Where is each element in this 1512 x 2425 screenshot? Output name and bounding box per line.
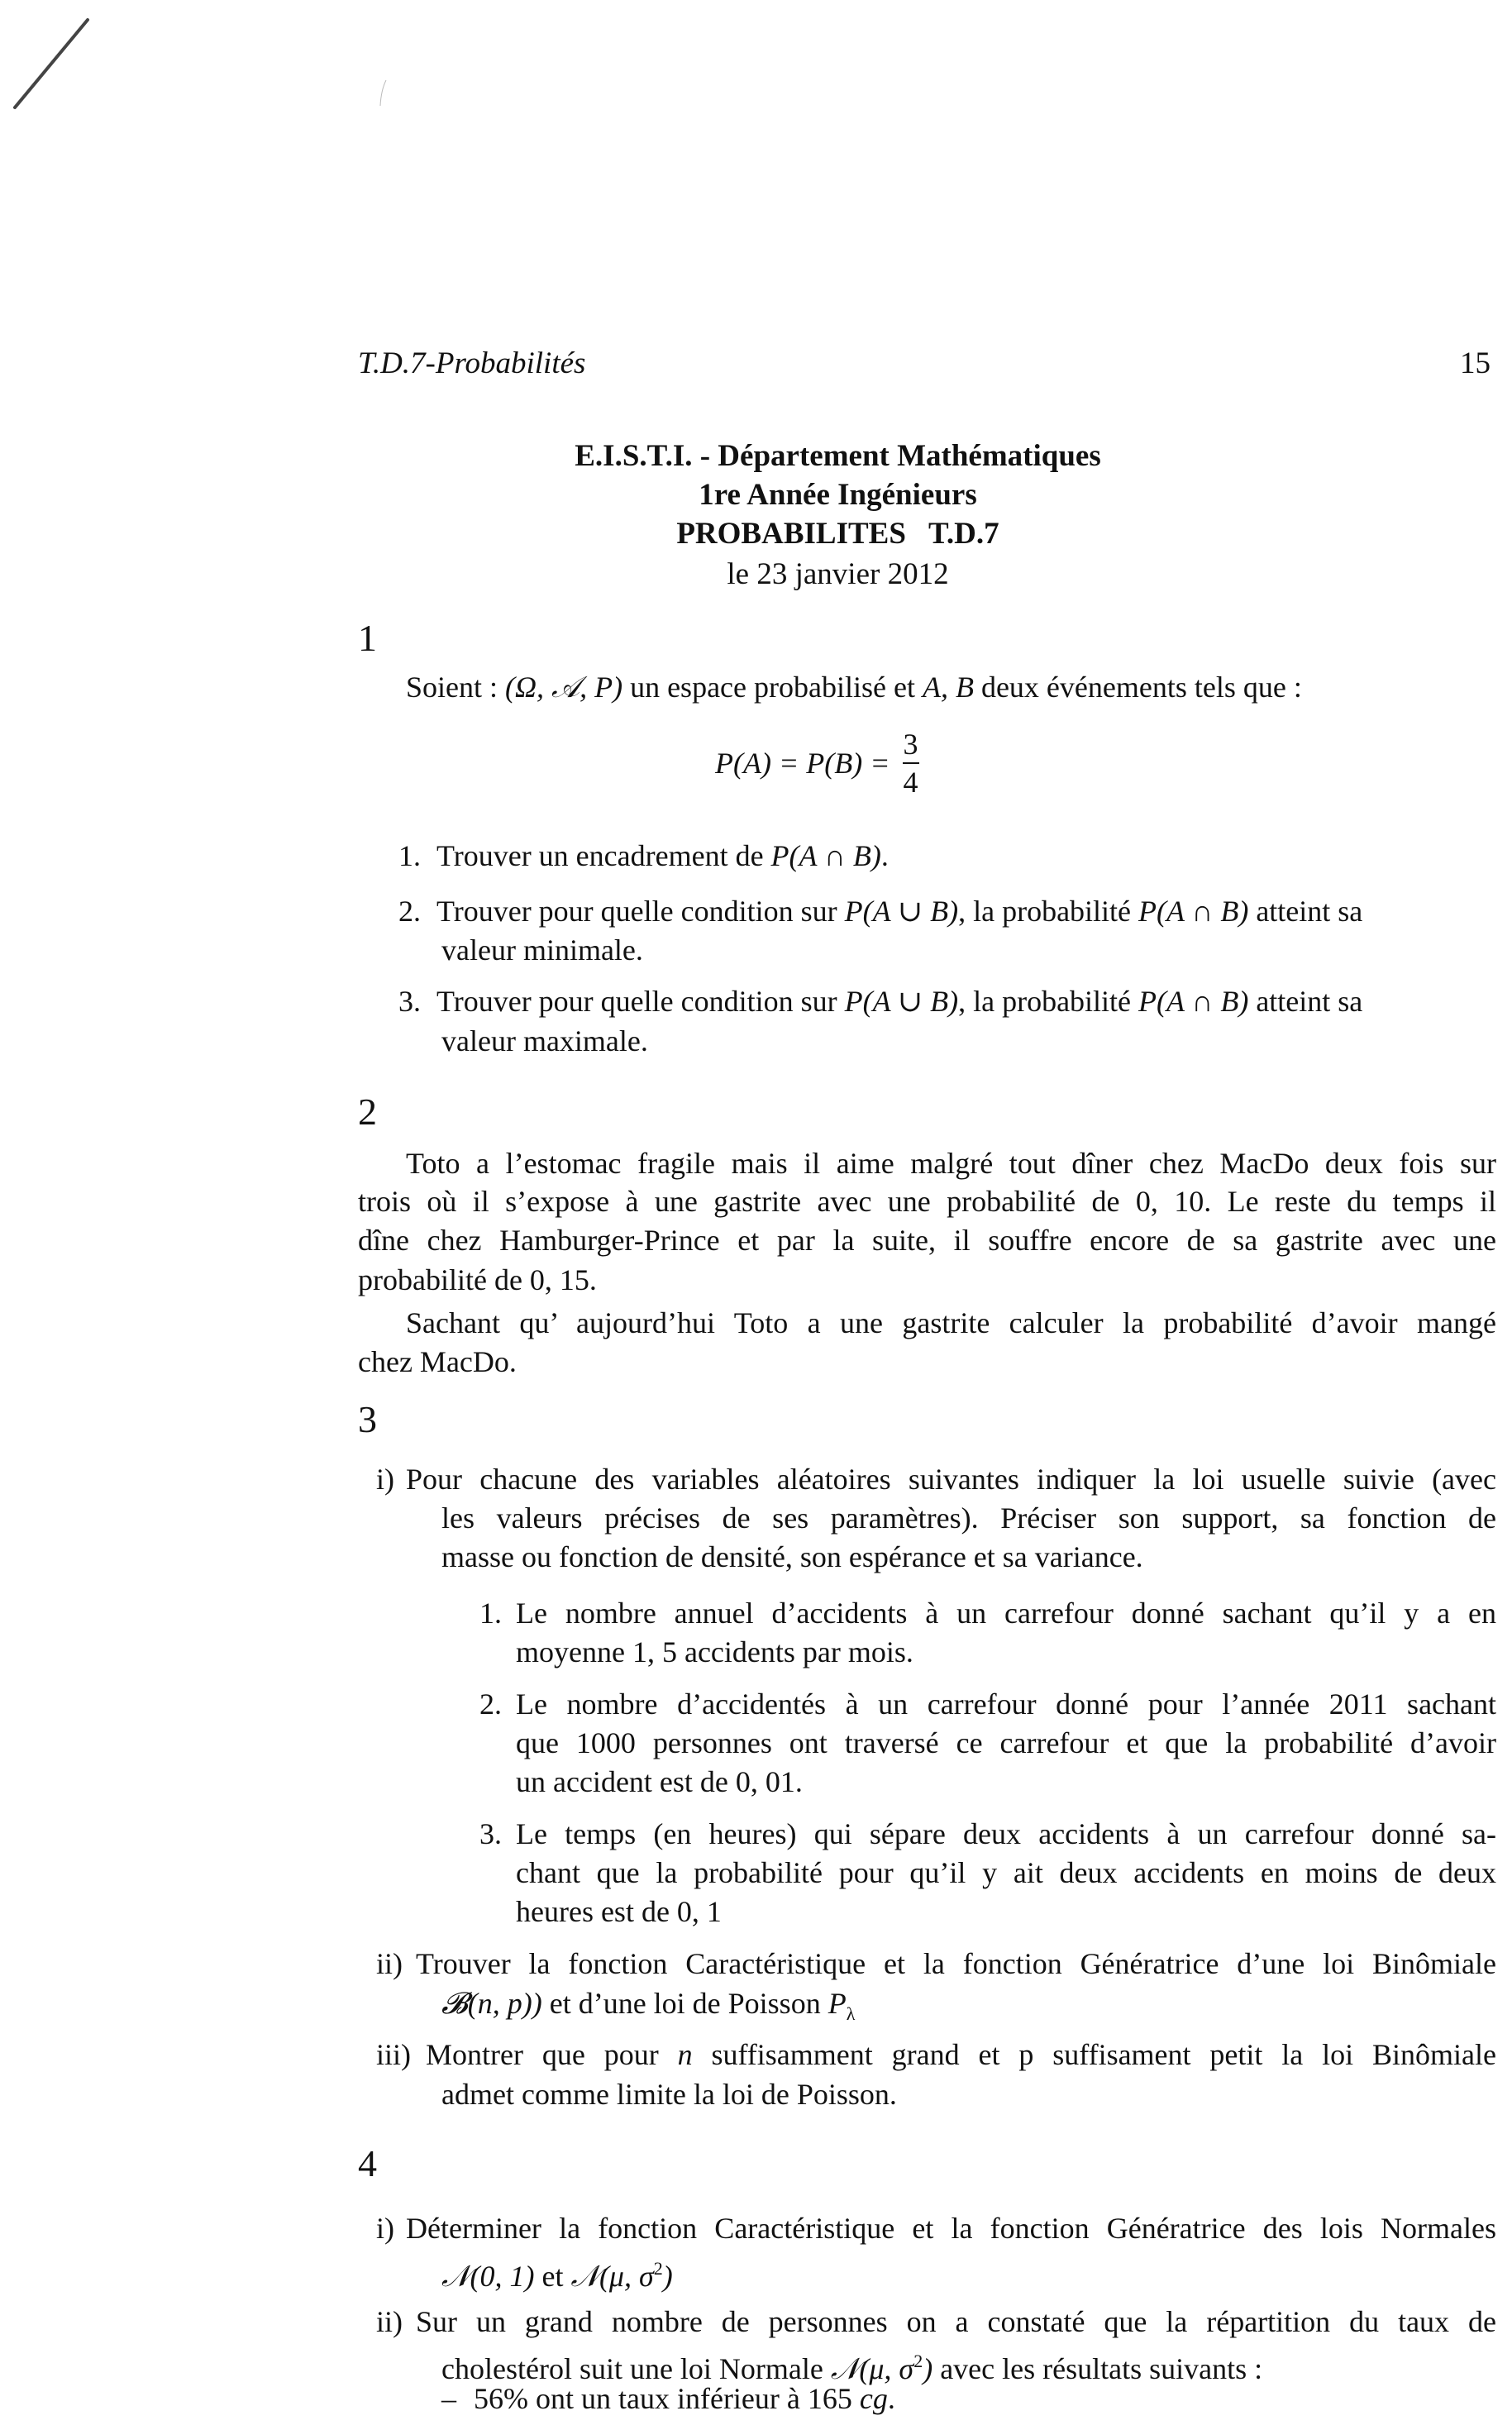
normal-standard-notation: 𝒩(0, 1) (441, 2260, 535, 2293)
part-label-ii: ii) (376, 1947, 403, 1980)
year-title: 1re Année Ingénieurs (699, 478, 977, 512)
paren: ) (923, 2352, 933, 2385)
item-text: Trouver pour quelle condition sur (436, 895, 845, 928)
intro-text: Soient : (406, 671, 506, 704)
exercise-3-item-3-line: chant que la probabilité pour qu’il y ait deux accidents en moins de deux (516, 1856, 1496, 1889)
exercise-number-2: 2 (358, 1091, 377, 1133)
item-text: , la probabilité (958, 985, 1139, 1018)
exercise-3-part-iii-line2: admet comme limite la loi de Poisson. (441, 2078, 897, 2111)
exercise-2-question-cont: chez MacDo. (358, 1345, 517, 1378)
intro-text: deux événements tels que : (973, 671, 1302, 704)
math-n: n (677, 2038, 693, 2071)
superscript: 2 (653, 2258, 663, 2279)
text: cholestérol suit une loi Normale (441, 2352, 831, 2385)
fraction-bar (903, 762, 919, 764)
normal-notation: 𝒩(μ, σ (830, 2352, 914, 2385)
exercise-3-item-1-line: moyenne 1, 5 accidents par mois. (516, 1635, 913, 1668)
faint-pencil-mark (379, 79, 387, 107)
math-expression: P(A ∪ B) (844, 985, 959, 1018)
probability-space: (Ω, 𝒜, P) (505, 671, 623, 704)
date-line: le 23 janvier 2012 (727, 557, 949, 591)
exercise-3-item-2-line: Le nombre d’accidentés à un carrefour donné pour l’année 2011 sachant (516, 1687, 1496, 1721)
item-number: 2. (479, 1687, 502, 1721)
exercise-3-part-i-line: Pour chacune des variables aléatoires suivantes indiquer la loi usuelle suivie (avec (406, 1463, 1496, 1496)
dash-bullet: – (441, 2382, 456, 2415)
item-number: 3. (398, 985, 421, 1018)
exercise-number-1: 1 (358, 617, 377, 659)
exercise-3-item-3-line: Le temps (en heures) qui sépare deux accidents à un carrefour donné sa- (516, 1817, 1496, 1850)
exercise-3-part-i-line: masse ou fonction de densité, son espérance et sa variance. (441, 1540, 1143, 1573)
unit: cg (859, 2382, 888, 2415)
item-number: 3. (479, 1817, 502, 1850)
pen-stroke-mark (8, 15, 91, 114)
text: suffisamment grand et p suffisament petit la loi Binômiale (692, 2038, 1496, 2071)
text: 56% ont un taux inférieur à 165 (474, 2382, 860, 2415)
title-block (0, 438, 1512, 604)
item-text: Trouver pour quelle condition sur (436, 985, 845, 1018)
math-expression: P(A ∪ B) (844, 895, 959, 928)
part-label-i: i) (376, 1463, 394, 1496)
fraction-numerator: 3 (903, 728, 918, 761)
page-number: 15 (1460, 346, 1491, 380)
exercise-2-line: dîne chez Hamburger-Prince et par la suite, il souffre encore de sa gastrite avec une (358, 1224, 1496, 1257)
exercise-2-line: trois où il s’expose à une gastrite avec une probabilité de 0, 10. Le reste du temps il (358, 1185, 1496, 1218)
exercise-3-item-3-line: heures est de 0, 1 (516, 1895, 722, 1928)
exercise-3-part-ii-line: Trouver la fonction Caractéristique et la fonction Génératrice d’une loi Binômiale (416, 1947, 1496, 1980)
normal-notation: 𝒩(μ, σ (570, 2260, 654, 2293)
superscript: 2 (913, 2351, 923, 2371)
exercise-2-line: Toto a l’estomac fragile mais il aime malgré tout dîner chez MacDo deux fois sur (406, 1147, 1496, 1180)
exercise-2-question: Sachant qu’ aujourd’hui Toto a une gastrite calculer la probabilité d’avoir mangé (406, 1306, 1496, 1339)
running-title: T.D.7-Probabilités (358, 346, 586, 380)
item-number: 1. (398, 839, 421, 872)
fraction (903, 728, 919, 799)
part-label-iii: iii) (376, 2038, 411, 2071)
exercise-1-item-2 (398, 892, 1496, 931)
text: avec les résultats suivants : (932, 2352, 1263, 2385)
paren: ) (662, 2260, 673, 2293)
exercise-number-4: 4 (358, 2142, 377, 2184)
poisson-notation: P (828, 1987, 847, 2020)
fraction-denominator: 4 (903, 766, 918, 799)
course-title: PROBABILITES T.D.7 (676, 517, 999, 551)
exercise-3-item-2-line: un accident est de 0, 01. (516, 1765, 803, 1798)
exercise-1-item-3 (398, 982, 1496, 1021)
text: Montrer que pour (426, 2038, 678, 2071)
item-text: Trouver un encadrement de (436, 839, 771, 872)
exercise-4-part-i-line2 (441, 2249, 673, 2296)
exercise-4-part-i-line: Déterminer la fonction Caractéristique et la fonction Génératrice des lois Normales (406, 2212, 1496, 2245)
exercise-3-part-ii-line2 (441, 1984, 855, 2033)
item-number: 1. (479, 1597, 502, 1630)
math-expression: P(A ∩ B) (770, 839, 881, 872)
exercise-4-part-ii-line: Sur un grand nombre de personnes on a constaté que la répartition du taux de (416, 2305, 1496, 2338)
text: et d’une loi de Poisson (541, 1987, 828, 2020)
formula-lhs: P(A) = P(B) = (715, 747, 890, 780)
exercise-1-item-3-cont: valeur maximale. (441, 1024, 648, 1057)
exercise-3-part-i-line: les valeurs précises de ses paramètres). Préciser son support, sa fonction de (441, 1501, 1496, 1535)
text: . (887, 2382, 895, 2415)
binomial-notation: 𝓑(n, p)) (441, 1987, 542, 2020)
exercise-1-item-2-cont: valeur minimale. (441, 933, 643, 967)
exercise-1-item-1 (398, 837, 889, 876)
text: et (534, 2260, 571, 2293)
exercise-1-intro (406, 668, 1302, 707)
intro-text: un espace probabilisé et (622, 671, 923, 704)
institution-title: E.I.S.T.I. - Département Mathématiques (575, 439, 1101, 473)
item-number: 2. (398, 895, 421, 928)
math-expression: P(A ∩ B) (1138, 985, 1249, 1018)
item-text: atteint sa (1248, 895, 1363, 928)
item-text: atteint sa (1248, 985, 1363, 1018)
item-text: , la probabilité (958, 895, 1139, 928)
part-label-i: i) (376, 2212, 394, 2245)
exercise-3-item-1-line: Le nombre annuel d’accidents à un carrefour donné sachant qu’il y a en (516, 1597, 1496, 1630)
part-label-ii: ii) (376, 2305, 403, 2338)
item-text: . (880, 839, 889, 872)
exercise-2-line: probabilité de 0, 15. (358, 1263, 597, 1296)
exercise-3-part-iii-line (426, 2036, 1496, 2074)
formula-display (715, 728, 919, 799)
events: A, B (922, 671, 974, 704)
exercise-4-bullet (441, 2380, 895, 2418)
lambda-subscript: λ (846, 2003, 856, 2024)
exercise-number-3: 3 (358, 1398, 377, 1440)
exercise-3-item-2-line: que 1000 personnes ont traversé ce carrefour et que la probabilité d’avoir (516, 1726, 1496, 1759)
math-expression: P(A ∩ B) (1138, 895, 1249, 928)
